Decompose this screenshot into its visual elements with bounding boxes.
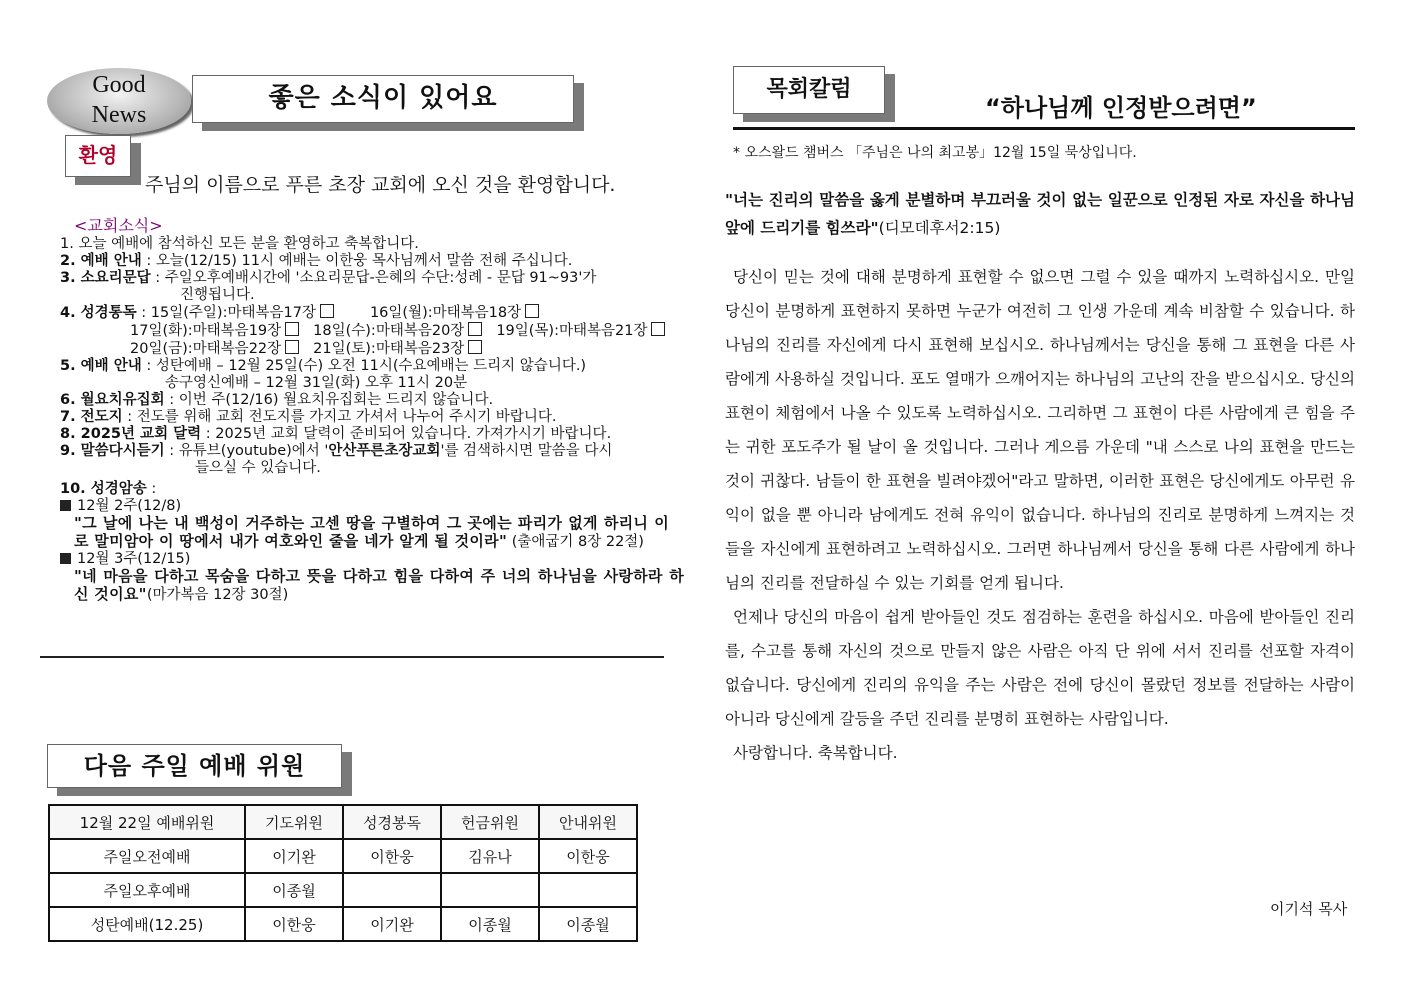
table-cell: 이한웅 xyxy=(539,839,637,873)
right-divider xyxy=(733,127,1355,130)
column-tag-box xyxy=(733,66,885,114)
square-bullet-icon xyxy=(60,553,71,564)
welcome-text: 주님의 이름으로 푸른 초장 교회에 오신 것을 환영합니다. xyxy=(145,174,616,196)
table-header-cell: 12월 22일 예배위원 xyxy=(49,805,245,839)
column-title: “하나님께 인정받으려면” xyxy=(985,94,1257,122)
table-header-cell: 성경봉독 xyxy=(343,805,441,839)
news-item-5-cont: 송구영신예배 – 12월 31일(화) 오후 11시 20분 xyxy=(165,375,468,391)
table-cell: 주일오후예배 xyxy=(49,873,245,907)
news-item-4: 4. 성경통독 : 15일(주일):마태복음17장 16일(월):마태복음18장 xyxy=(60,304,685,322)
table-header-cell: 기도위원 xyxy=(245,805,343,839)
news-item-2: 2. 예배 안내 : 오늘(12/15) 11시 예배는 이한웅 목사님께서 말씀 전해 주십니다. xyxy=(60,253,573,269)
news-item-3-cont: 진행됩니다. xyxy=(180,287,255,303)
good-news-line1: Good xyxy=(92,72,146,98)
checkbox-icon xyxy=(468,322,482,336)
column-signoff: 사랑합니다. 축복합니다. xyxy=(733,744,898,762)
worship-committee-table xyxy=(48,804,638,942)
column-scripture: "너는 진리의 말씀을 옳게 분별하며 부끄러울 것이 없는 일꾼으로 인정된 자로 자신을 하나님 앞에 드리기를 힘쓰라"(디모데후서2:15) xyxy=(725,191,1355,237)
table-row xyxy=(49,907,637,941)
news-title-box xyxy=(192,75,574,123)
column-signature: 이기석 목사 xyxy=(1270,900,1348,918)
table-cell: 김유나 xyxy=(441,839,539,873)
table-cell: 이종월 xyxy=(441,907,539,941)
news-item-1: 1. 오늘 예배에 참석하신 모든 분을 환영하고 축복합니다. xyxy=(60,236,419,252)
news-title: 좋은 소식이 있어요 xyxy=(268,83,498,113)
table-cell xyxy=(441,873,539,907)
church-news-list xyxy=(60,236,685,604)
news-item-9-cont: 들으실 수 있습니다. xyxy=(195,460,321,476)
table-header-cell: 헌금위원 xyxy=(441,805,539,839)
checkbox-icon xyxy=(285,322,299,336)
checkbox-icon xyxy=(320,304,334,318)
column-tag: 목회칼럼 xyxy=(766,77,852,102)
table-cell: 주일오전예배 xyxy=(49,839,245,873)
column-paragraph-1: 당신이 믿는 것에 대해 분명하게 표현할 수 없으면 그럴 수 있을 때까지 노력하십시오. 만일 당신이 분명하게 표현하지 못하면 누군가 여전히 그 인생 가운데 계속 비참할 수 있습니다. 하나님의 진리를 자신에게 다시 표현해 보십시오. 하나님께서는 당신을 통해 그 표현을 다른 사람에게 사용하실 것입니다. 포도 열매가 으깨어지는 하나님의 고난의 잔을 받으십시오. 당신의 표현이 체험에서 나올 수 있도록 노력하십시오. 그리하면 그 표현이 다른 사람에게 큰 힘을 주는 귀한 포도주가 될 날이 올 것입니다. 그러나 게으름 가운데 "내 스스로 나의 표현을 만드는 것이 귀찮다. 남들이 한 표현을 빌려야겠어"라고 말하면, 이러한 표현은 당신에게도 아무런 유익이 없을 뿐 아니라 남에게도 전혀 유익이 없습니다. 하나님의 진리로 분명하게 느껴지는 것들을 자신에게 표현하려고 노력하십시오. 그러면 하나님께서 당신을 통해 다른 사람에게 하나님의 진리를 전달하실 수 있는 기회를 얻게 됩니다. xyxy=(725,268,1355,592)
checkbox-icon xyxy=(651,322,665,336)
table-cell: 이종월 xyxy=(539,907,637,941)
checkbox-icon xyxy=(285,340,299,354)
news-item-4-cont1: 17일(화):마태복음19장 18일(수):마태복음20장 19일(목):마태복음21장 xyxy=(60,322,685,340)
square-bullet-icon xyxy=(60,500,71,511)
table-cell xyxy=(343,873,441,907)
memory-verse-1: "그 날에 나는 내 백성이 거주하는 고센 땅을 구별하여 그 곳에는 파리가 없게 하리니 이로 말미암아 이 땅에서 내가 여호와인 줄을 네가 알게 될 것이라" (출애굽기 8장 22절) xyxy=(74,514,669,550)
checkbox-icon xyxy=(525,304,539,318)
table-cell: 이기완 xyxy=(343,907,441,941)
news-item-6: 6. 월요치유집회 : 이번 주(12/16) 월요치유집회는 드리지 않습니다. xyxy=(60,392,494,408)
welcome-tag: 환영 xyxy=(78,143,118,167)
news-item-9: 9. 말씀다시듣기 : 유튜브(youtube)에서 '안산푸른초장교회'를 검색하시면 말씀을 다시 xyxy=(60,443,613,459)
news-item-4-cont2: 20일(금):마태복음22장 21일(토):마태복음23장 xyxy=(60,340,685,358)
table-cell: 이종월 xyxy=(245,873,343,907)
good-news-logo xyxy=(47,68,191,134)
checkbox-icon xyxy=(468,340,482,354)
good-news-line2: News xyxy=(91,102,147,128)
table-cell: 이한웅 xyxy=(343,839,441,873)
column-body xyxy=(725,186,1355,770)
news-item-5: 5. 예배 안내 : 성탄예배 – 12월 25일(수) 오전 11시(수요예배는 드리지 않습니다.) xyxy=(60,358,587,374)
table-cell: 이한웅 xyxy=(245,907,343,941)
welcome-tag-box xyxy=(65,135,131,177)
table-header-cell: 안내위원 xyxy=(539,805,637,839)
memory-week-1: 12월 2주(12/8) xyxy=(60,498,685,515)
news-item-3: 3. 소요리문답 : 주일오후예배시간에 '소요리문답-은혜의 수단:성례 - 문답 91~93'가 xyxy=(60,270,597,286)
table-header-row xyxy=(49,805,637,839)
memory-verse-2: "네 마음을 다하고 목숨을 다하고 뜻을 다하고 힘을 다하여 주 너의 하나님을 사랑하라 하신 것이요"(마가복음 12장 30절) xyxy=(74,567,684,603)
news-item-7: 7. 전도지 : 전도를 위해 교회 전도지를 가지고 가셔서 나누어 주시기 바랍니다. xyxy=(60,409,557,425)
left-divider xyxy=(40,656,664,658)
worship-title-box xyxy=(47,744,342,788)
worship-title: 다음 주일 예배 위원 xyxy=(83,752,306,780)
church-news-heading: <교회소식> xyxy=(74,216,163,235)
table-row xyxy=(49,839,637,873)
news-item-10: 10. 성경암송 : xyxy=(60,481,157,497)
table-cell: 성탄예배(12.25) xyxy=(49,907,245,941)
column-source-note: * 오스왈드 챔버스 「주님은 나의 최고봉」12월 15일 묵상입니다. xyxy=(733,145,1137,161)
news-item-8: 8. 2025년 교회 달력 : 2025년 교회 달력이 준비되어 있습니다. 가져가시기 바랍니다. xyxy=(60,426,612,442)
table-row xyxy=(49,873,637,907)
table-cell: 이기완 xyxy=(245,839,343,873)
table-cell xyxy=(539,873,637,907)
column-paragraph-2: 언제나 당신의 마음이 쉽게 받아들인 것도 점검하는 훈련을 하십시오. 마음에 받아들인 진리를, 수고를 통해 자신의 것으로 만들지 않은 사람은 아직 단 위에 서서 진리를 선포할 자격이 없습니다. 당신에게 진리의 유익을 주는 사람은 전에 당신이 몰랐던 정보를 전달하는 사람이 아니라 당신에게 갈등을 주던 진리를 분명히 표현하는 사람입니다. xyxy=(725,608,1355,728)
memory-week-2: 12월 3주(12/15) xyxy=(60,551,685,568)
